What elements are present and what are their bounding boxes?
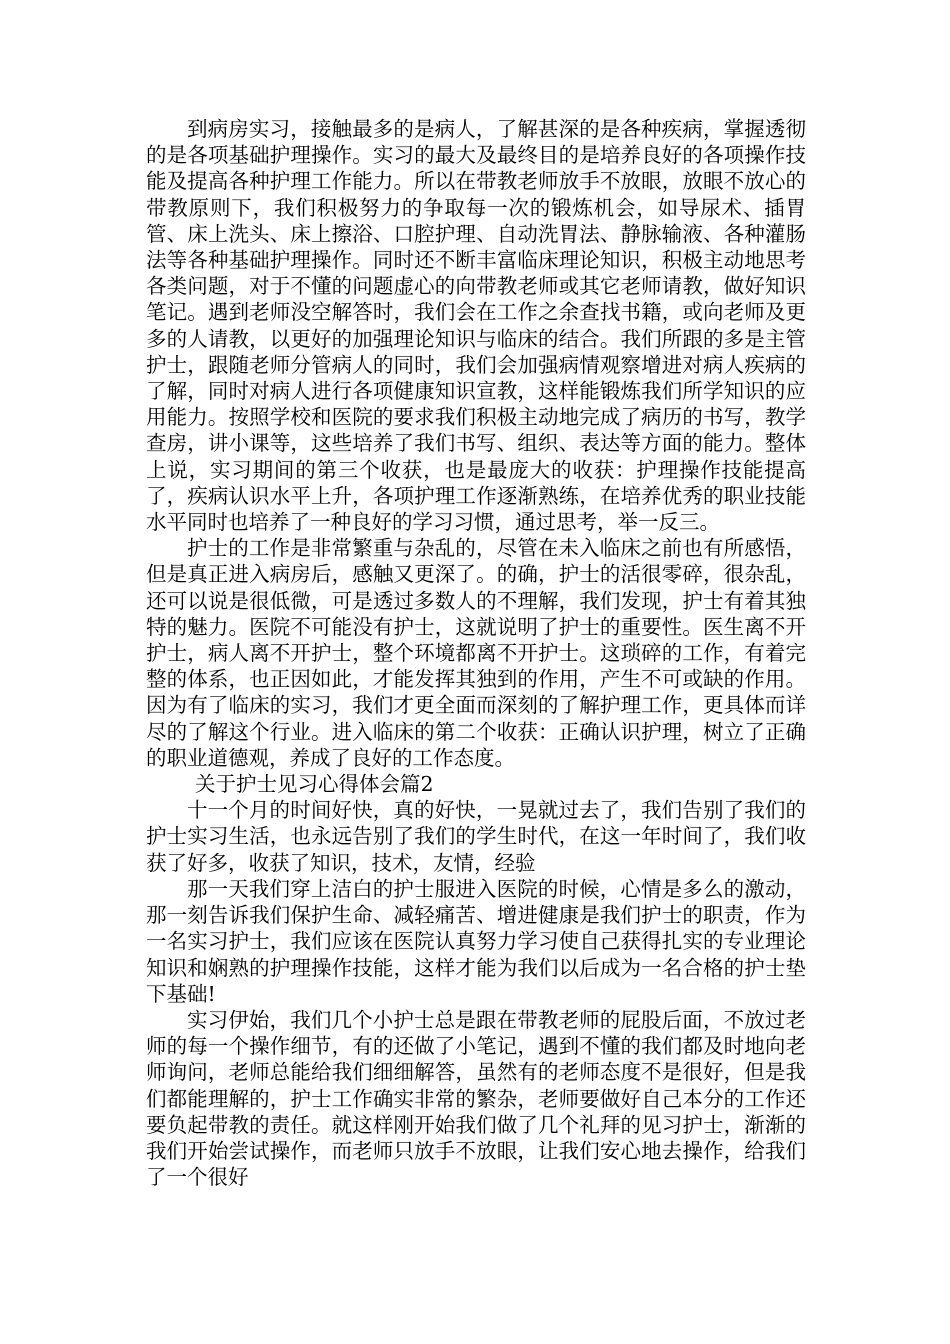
paragraph-practice-skills: 到病房实习，接触最多的是病人，了解甚深的是各种疾病，掌握透彻的是各项基础护理操作。实习的最大及最终目的是培养良好的各项操作技能及提高各种护理工作能力。所以在带教老师放手不放眼，放眼不放心的带教原则下，我们积极努力的争取每一次的锻炼机会，如导尿术、插胃管、床上洗头、床上擦浴、口腔护理、自动洗胃法、静脉输液、各种灌肠法等各种基础护理操作。同时还不断丰富临床理论知识，积极主动地思考各类问题，对于不懂的问题虚心的向带教老师或其它老师请教，做好知识笔记。遇到老师没空解答时，我们会在工作之余查找书籍，或向老师及更多的人请教，以更好的加强理论知识与临床的结合。我们所跟的多是主管护士，跟随老师分管病人的同时，我们会加强病情观察增进对病人疾病的了解，同时对病人进行各项健康知识宣教，这样能锻炼我们所学知识的应用能力。按照学校和医院的要求我们积极主动地完成了病历的书写，教学查房，讲小课等，这些培养了我们书写、组织、表达等方面的能力。整体上说，实习期间的第三个收获，也是最庞大的收获：护理操作技能提高了，疾病认识水平上升，各项护理工作逐渐熟练，在培养优秀的职业技能水平同时也培养了一种良好的学习习惯，通过思考，举一反三。 [146, 117, 806, 535]
document-body [146, 116, 806, 1190]
section-heading: 关于护士见习心得体会篇2 [195, 772, 434, 797]
paragraph-internship-start: 实习伊始，我们几个小护士总是跟在带教老师的屁股后面，不放过老师的每一个操作细节，有的还做了小笔记，遇到不懂的我们都及时地向老师询问，老师总能给我们细细解答，虽然有的老师态度不是很好，但是我们都能理解的，护士工作确实非常的繁杂，老师要做好自己本分的工作还要负起带教的责任。就这样刚开始我们做了几个礼拜的见习护士，渐渐的我们开始尝试操作，而老师只放手不放眼，让我们安心地去操作，给我们了一个很好 [146, 1007, 806, 1190]
paragraph-first-day: 那一天我们穿上洁白的护士服进入医院的时候，心情是多么的激动，那一刻告诉我们保护生命、减轻痛苦、增进健康是我们护士的职责，作为一名实习护士，我们应该在医院认真努力学习使自己获得扎实的专业理论知识和娴熟的护理操作技能，这样才能为我们以后成为一名合格的护士垫下基础! [146, 876, 806, 1006]
paragraph-eleven-months: 十一个月的时间好快，真的好快，一晃就过去了，我们告别了我们的护士实习生活，也永远告别了我们的学生时代，在这一年时间了，我们收获了好多，收获了知识，技术，友情，经验 [146, 798, 806, 875]
paragraph-nursing-work: 护士的工作是非常繁重与杂乱的，尽管在未入临床之前也有所感悟，但是真正进入病房后，感触又更深了。的确，护士的活很零碎，很杂乱，还可以说是很低微，可是透过多数人的不理解，我们发现，护士有着其独特的魅力。医院不可能没有护士，这就说明了护士的重要性。医生离不开护士，病人离不开护士，整个环境都离不开护士。这琐碎的工作，有着完整的体系，也正因如此，才能发挥其独到的作用，产生不可或缺的作用。因为有了临床的实习，我们才更全面而深刻的了解护理工作，更具体而详尽的了解这个行业。进入临床的第二个收获：正确认识护理，树立了正确的职业道德观，养成了良好的工作态度。 [146, 536, 806, 770]
